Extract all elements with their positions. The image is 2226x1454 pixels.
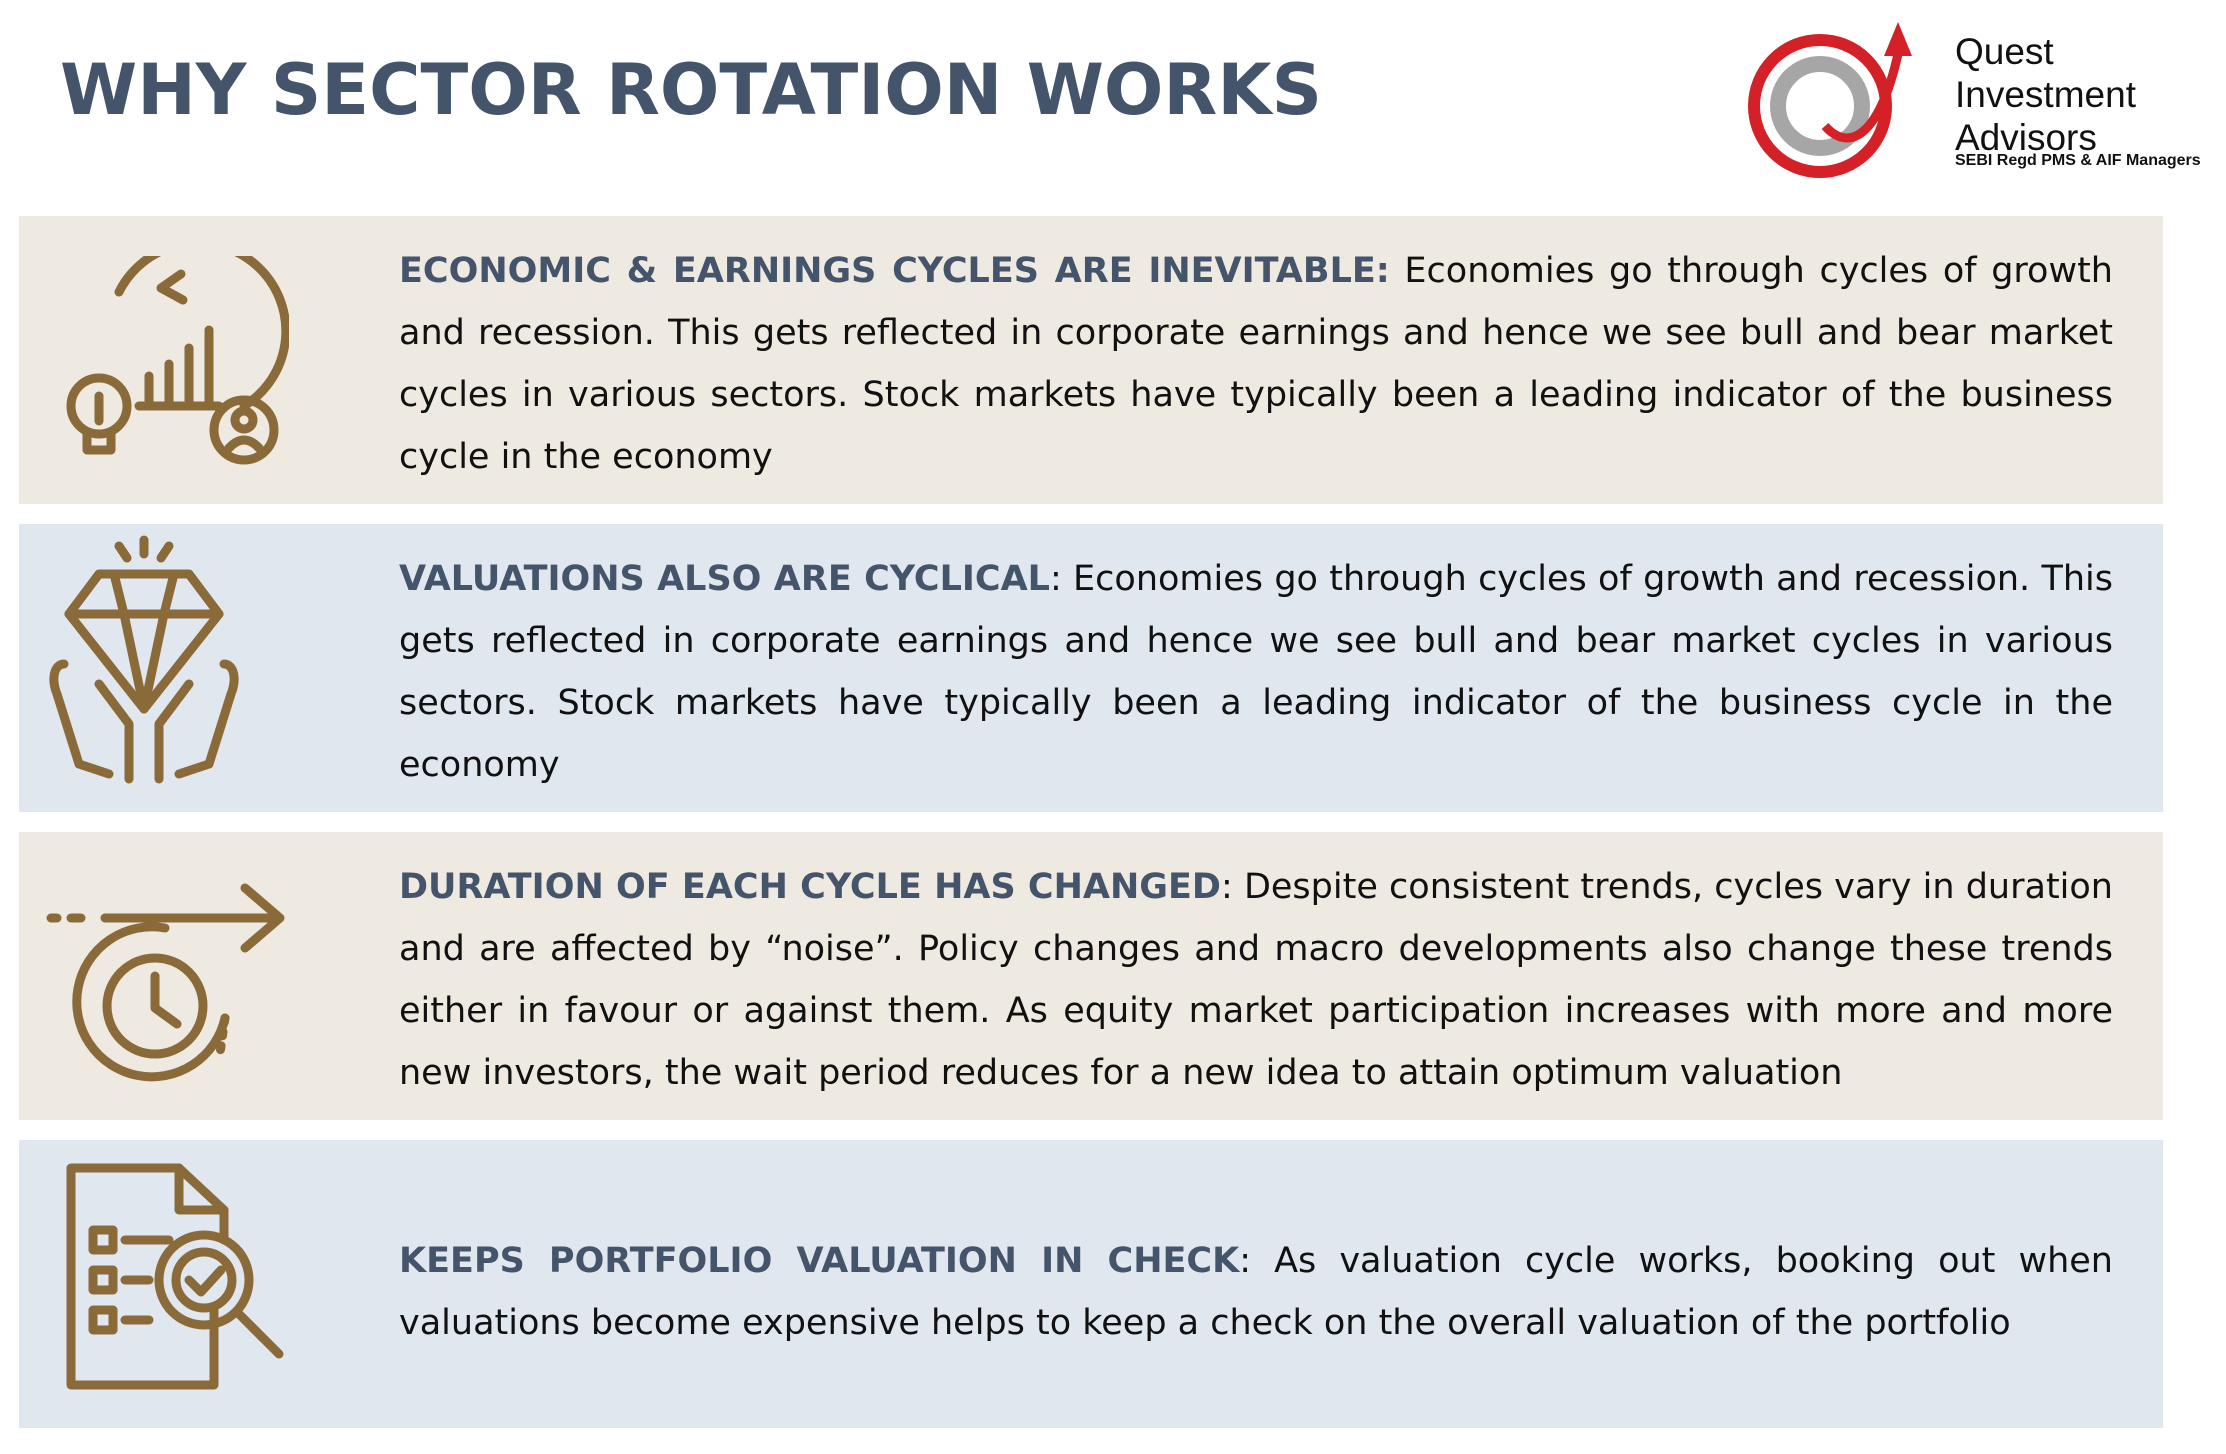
- quest-logo-icon: [1730, 14, 1920, 184]
- document-check-icon: [59, 1160, 299, 1410]
- clock-arrow-icon: [45, 858, 305, 1098]
- logo-subtitle: SEBI Regd PMS & AIF Managers: [1955, 152, 2201, 169]
- point-text-2: [399, 548, 2113, 796]
- point-heading-3: DURATION OF EACH CYCLE HAS CHANGED: [399, 867, 1221, 907]
- point-body-3: : Despite consistent trends, cycles vary in duration and are affected by “noise”. Policy changes and macro developments also change these trends either in favour or against them. As equity market participation increases with more and more new investors, the wait period reduces for a new idea to attain optimum valuation: [399, 867, 2113, 1093]
- point-text-3: [399, 856, 2113, 1104]
- economic-cycle-icon: [49, 256, 289, 476]
- point-text-1: [399, 240, 2113, 488]
- logo-line-3: Advisors: [1955, 117, 2097, 158]
- point-text-4: [399, 1230, 2113, 1354]
- diamond-hands-icon: [39, 534, 279, 794]
- point-heading-1: ECONOMIC & EARNINGS CYCLES ARE INEVITABLE:: [399, 251, 1390, 291]
- page-title: WHY SECTOR ROTATION WORKS: [60, 49, 1322, 131]
- logo-line-1: Quest: [1955, 31, 2054, 72]
- company-logo: [1730, 14, 2226, 184]
- point-panel-2: [19, 524, 2163, 812]
- logo-wordmark: [1955, 30, 2136, 159]
- point-heading-4: KEEPS PORTFOLIO VALUATION IN CHECK: [399, 1241, 1240, 1281]
- point-heading-2: VALUATIONS ALSO ARE CYCLICAL: [399, 559, 1050, 599]
- point-panel-3: [19, 832, 2163, 1120]
- point-body-2: : Economies go through cycles of growth and recession. This gets reflected in corporate earnings and hence we see bull and bear market cycles in various sectors. Stock markets have typically been a leading indicator of the business cycle in the economy: [399, 559, 2113, 785]
- point-body-1: Economies go through cycles of growth and recession. This gets reflected in corporate earnings and hence we see bull and bear market cycles in various sectors. Stock markets have typically been a leading indicator of the business cycle in the economy: [399, 251, 2113, 477]
- point-body-4: : As valuation cycle works, booking out when valuations become expensive helps to keep a check on the overall valuation of the portfolio: [399, 1241, 2113, 1343]
- point-panel-1: [19, 216, 2163, 504]
- logo-line-2: Investment: [1955, 74, 2136, 115]
- point-panel-4: [19, 1140, 2163, 1428]
